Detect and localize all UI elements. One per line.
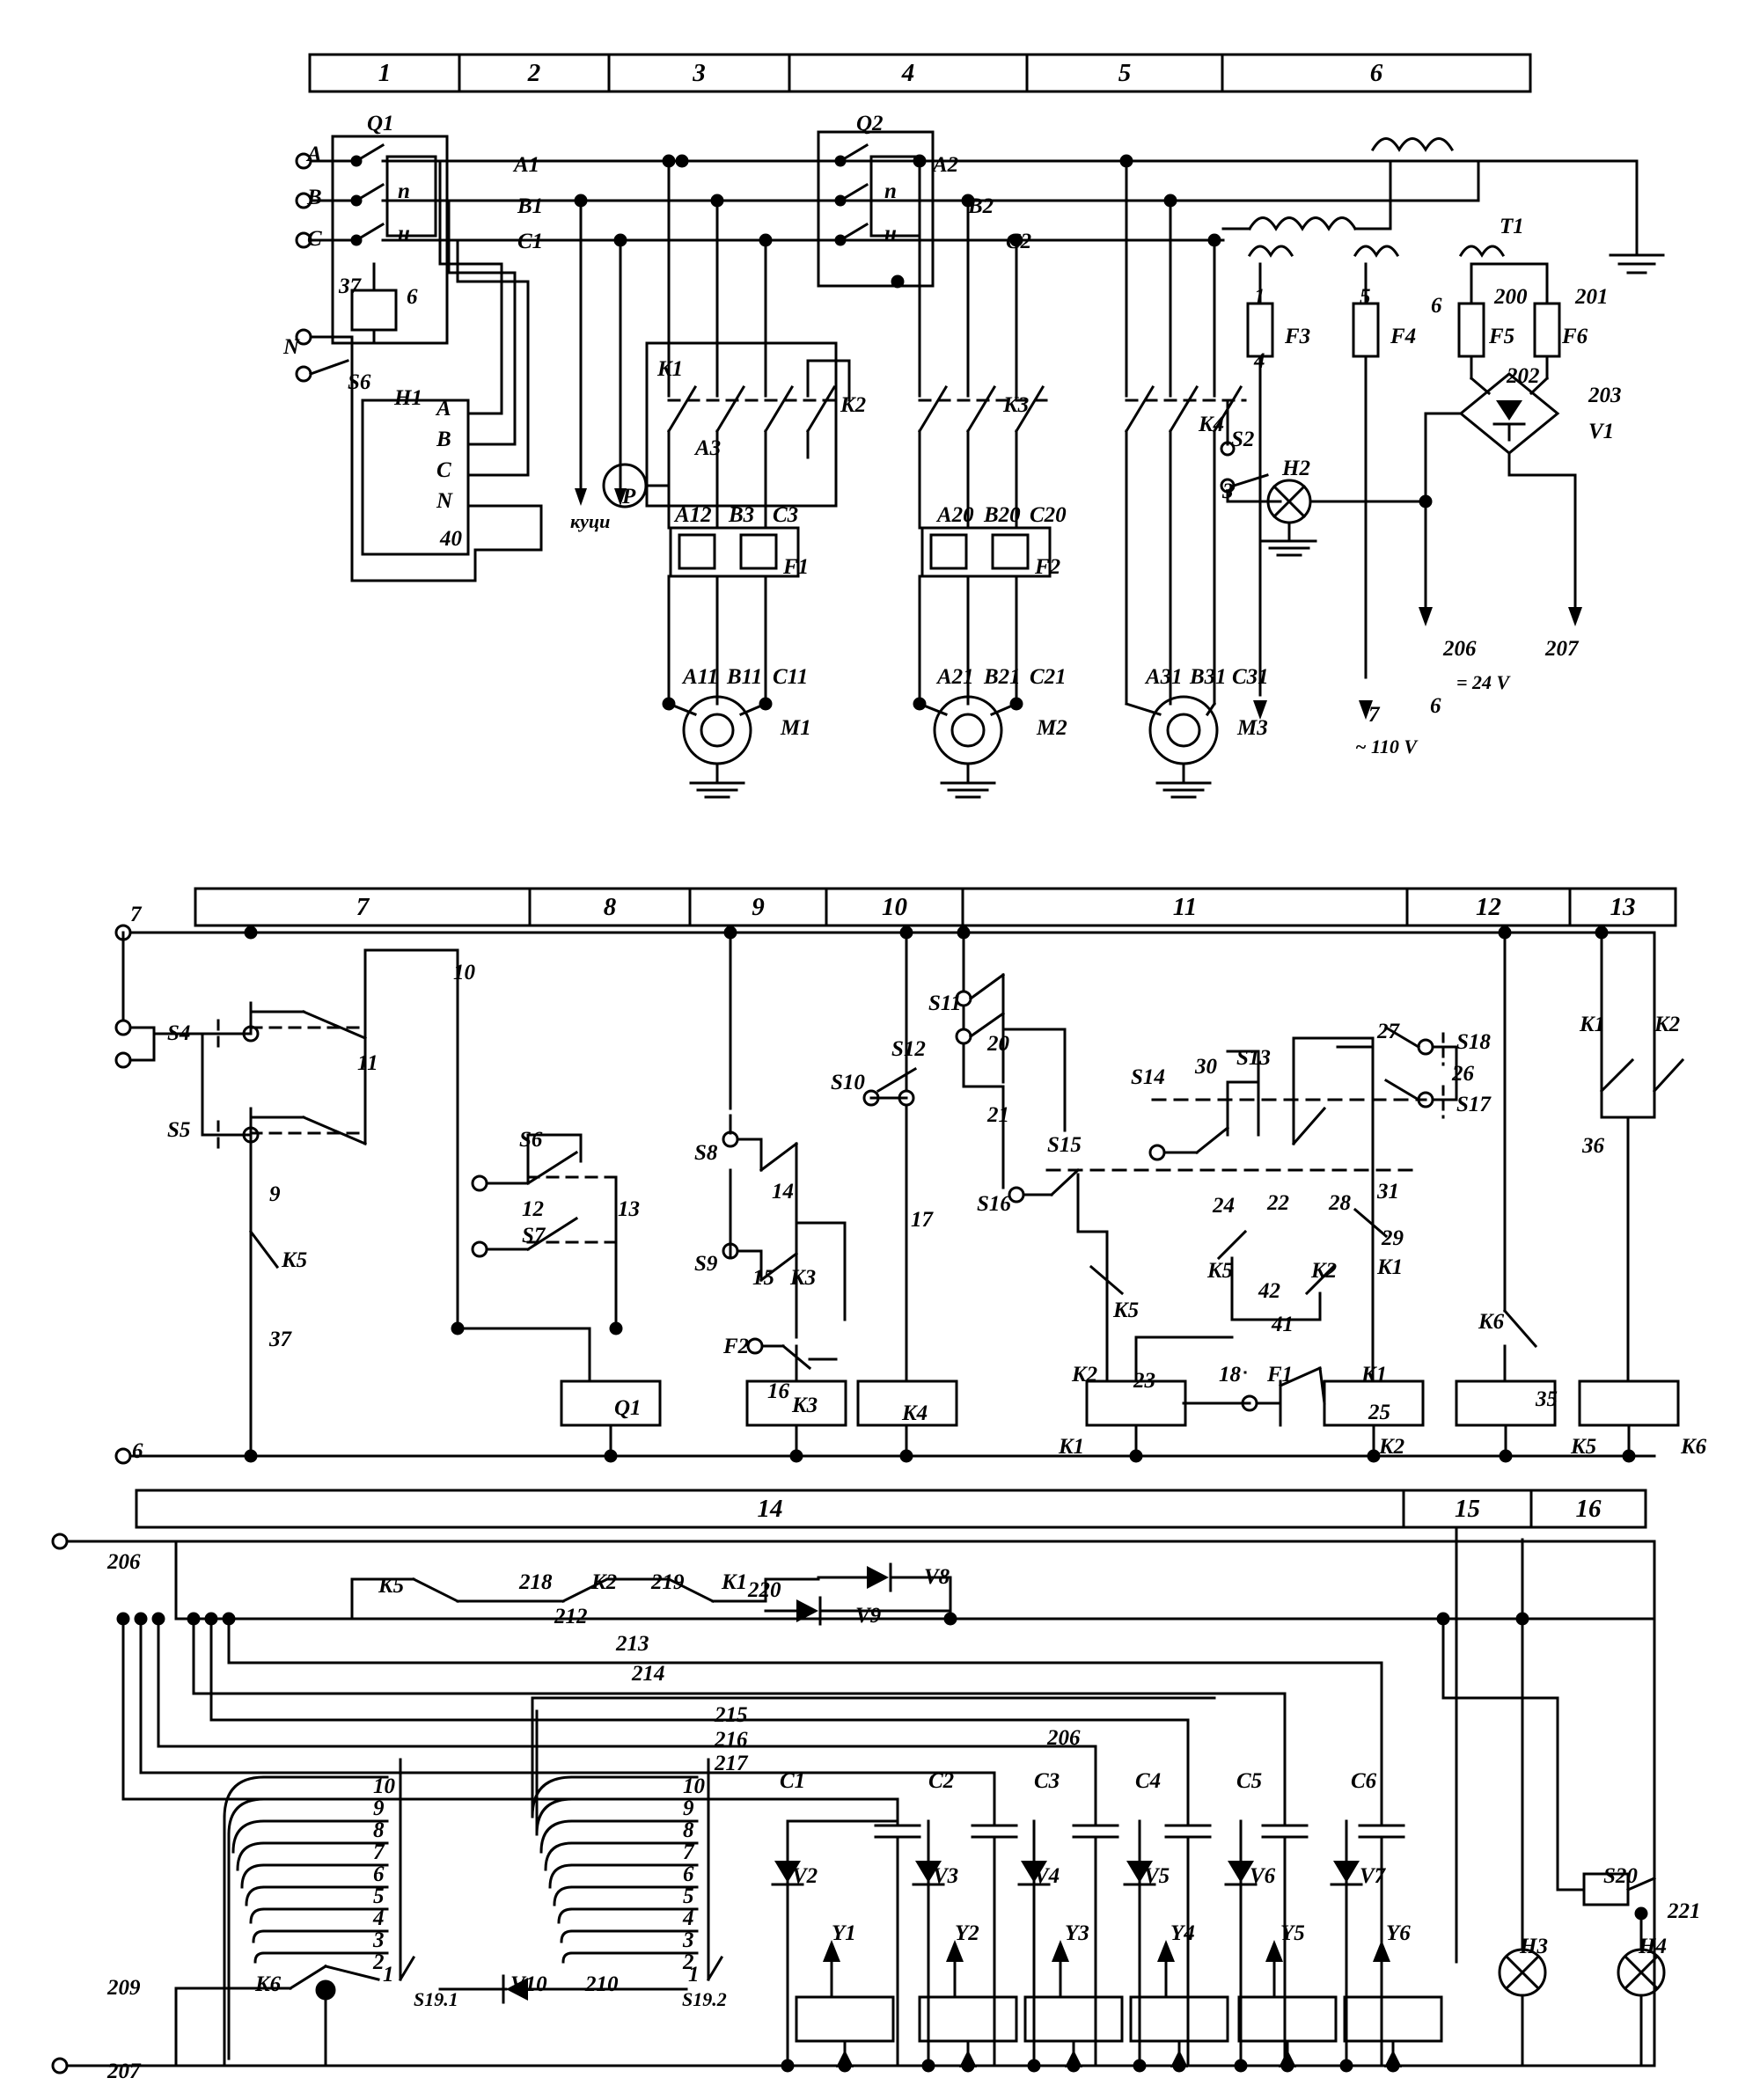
label-S19.1-low-41: S19.1 — [414, 1988, 458, 2010]
label-212-low-7: 212 — [554, 1605, 588, 1628]
label-13-control-11: 13 — [618, 1197, 640, 1221]
label-N-power-24: N — [436, 489, 453, 513]
label-A11-power-63: A11 — [683, 665, 719, 689]
label-24-control-35: 24 — [1213, 1194, 1235, 1218]
column-header-control-10-3: 10 — [882, 893, 907, 921]
label-214-low-11: 214 — [632, 1662, 665, 1686]
column-header-control-7-0: 7 — [356, 893, 370, 921]
label-A3-power-31: A3 — [695, 436, 722, 460]
label-K4-control-62: K4 — [902, 1401, 928, 1425]
label-K5-control-41: K5 — [1207, 1259, 1234, 1283]
label-8-low-49: 8 — [373, 1818, 385, 1842]
label-M1-power-66: M1 — [781, 716, 811, 740]
label-K5-control-45: K5 — [1113, 1299, 1140, 1322]
column-header-low-15-1: 15 — [1455, 1495, 1480, 1523]
label-F3-power-45: F3 — [1285, 325, 1311, 348]
label-K3-power-29: K3 — [1003, 393, 1030, 417]
label-6-power-10: 6 — [407, 285, 418, 309]
label-V2-low-22: V2 — [792, 1864, 818, 1888]
label-206-power-57: 206 — [1443, 637, 1477, 661]
label-V1-power-56: V1 — [1588, 420, 1615, 443]
column-header-power-5-4: 5 — [1118, 59, 1132, 87]
label-217-low-14: 217 — [715, 1752, 748, 1775]
label-9-low-48: 9 — [373, 1796, 385, 1820]
label-K2-low-3: K2 — [591, 1570, 618, 1594]
label-B2-power-15: B2 — [968, 194, 994, 218]
label-9-control-4: 9 — [269, 1182, 281, 1206]
label-6-power-61: 6 — [1430, 694, 1441, 718]
label-207-power-58: 207 — [1545, 637, 1579, 661]
label-S18-control-32: S18 — [1456, 1030, 1491, 1054]
label-31-control-38: 31 — [1377, 1180, 1399, 1204]
label-V3-low-23: V3 — [933, 1864, 959, 1888]
label-218-low-2: 218 — [519, 1570, 553, 1594]
label-22-control-36: 22 — [1267, 1191, 1289, 1215]
label-K6-control-54: K6 — [1478, 1310, 1505, 1334]
label-F4-power-48: F4 — [1390, 325, 1417, 348]
column-header-control-9-2: 9 — [752, 893, 765, 921]
label-7-control-0: 7 — [130, 903, 142, 926]
label-110V-power-62: ~ 110 V — [1355, 735, 1417, 757]
label-H4-low-37: H4 — [1639, 1935, 1667, 1958]
label-S17-control-34: S17 — [1456, 1093, 1491, 1116]
label-C2-power-16: C2 — [1006, 230, 1032, 253]
label-Q1-power-0: Q1 — [367, 112, 394, 135]
label-V10-low-42: V10 — [510, 1972, 547, 1996]
label-P-power-32: P — [622, 485, 636, 509]
label-Y2-low-29: Y2 — [955, 1921, 979, 1945]
label-A-power-2: A — [307, 143, 322, 166]
label-V8-low-8: V8 — [924, 1565, 950, 1589]
label--power-26: куци — [570, 510, 611, 532]
label-6-low-51: 6 — [373, 1862, 385, 1886]
label-206-low-15: 206 — [1047, 1726, 1081, 1750]
label-C1-power-13: C1 — [517, 230, 544, 253]
label-S11-control-22: S11 — [928, 991, 962, 1015]
label-B1-power-12: B1 — [517, 194, 544, 218]
label-213-low-10: 213 — [616, 1632, 649, 1656]
label-216-low-13: 216 — [715, 1728, 748, 1752]
label-28-control-37: 28 — [1329, 1191, 1351, 1215]
label-T1-power-17: T1 — [1500, 215, 1524, 238]
label-Y4-low-31: Y4 — [1170, 1921, 1195, 1945]
label-H1-power-20: H1 — [394, 386, 422, 410]
label-V5-low-25: V5 — [1144, 1864, 1170, 1888]
label-C4-low-19: C4 — [1135, 1769, 1162, 1793]
label-S15-control-26: S15 — [1047, 1133, 1082, 1157]
label-N-power-18: N — [283, 335, 300, 359]
label-F1-control-49: F1 — [1267, 1363, 1294, 1387]
label-K1-control-40: K1 — [1377, 1255, 1404, 1279]
label-Y1-low-28: Y1 — [832, 1921, 856, 1945]
column-header-power-1-0: 1 — [378, 59, 392, 87]
label-21-control-25: 21 — [987, 1103, 1009, 1127]
label-3-low-63: 3 — [683, 1928, 694, 1952]
label-C31-power-73: C31 — [1232, 665, 1269, 689]
label-5-low-52: 5 — [373, 1884, 385, 1908]
label-9-low-57: 9 — [683, 1796, 694, 1820]
label-K2-control-43: K2 — [1311, 1259, 1338, 1283]
label-F2-control-17: F2 — [723, 1335, 750, 1358]
label-29-control-39: 29 — [1382, 1226, 1404, 1250]
label-C20-power-39: C20 — [1030, 503, 1067, 527]
column-header-control-8-1: 8 — [603, 893, 617, 921]
label-6-low-60: 6 — [683, 1862, 694, 1886]
label-2-low-64: 2 — [683, 1950, 694, 1974]
label-6-power-49: 6 — [1431, 294, 1442, 318]
label-C21-power-69: C21 — [1030, 665, 1067, 689]
label-12-control-9: 12 — [522, 1197, 544, 1221]
label-K2-control-46: K2 — [1072, 1363, 1098, 1387]
label-14-control-14: 14 — [772, 1180, 794, 1204]
label-B31-power-72: B31 — [1190, 665, 1227, 689]
label-219-low-4: 219 — [651, 1570, 685, 1594]
label-C-power-4: C — [307, 227, 322, 251]
label-2-low-55: 2 — [373, 1950, 385, 1974]
label-F2-power-40: F2 — [1035, 555, 1061, 579]
label-A12-power-33: A12 — [675, 503, 712, 527]
label-Q2-power-1: Q2 — [856, 112, 884, 135]
label-S12-control-23: S12 — [891, 1037, 926, 1061]
label-203-power-55: 203 — [1588, 384, 1622, 407]
label-B-power-3: B — [307, 186, 322, 209]
label-220-low-6: 220 — [748, 1578, 781, 1602]
column-header-low-14-0: 14 — [757, 1495, 783, 1523]
label-35-control-55: 35 — [1536, 1387, 1558, 1411]
label-209-low-38: 209 — [107, 1976, 141, 2000]
column-header-control-12-5: 12 — [1476, 893, 1501, 921]
label-10-low-56: 10 — [683, 1774, 705, 1798]
label-H3-low-36: H3 — [1520, 1935, 1548, 1958]
label-C3-power-35: C3 — [773, 503, 799, 527]
label-17-control-21: 17 — [911, 1208, 933, 1232]
label-3-power-43: 3 — [1222, 479, 1234, 503]
label-V4-low-24: V4 — [1034, 1864, 1060, 1888]
label-B3-power-34: B3 — [729, 503, 755, 527]
label-20-control-24: 20 — [987, 1032, 1009, 1056]
label-4-power-46: 4 — [1254, 349, 1265, 373]
label-1-low-40: 1 — [383, 1963, 394, 1987]
label-A21-power-67: A21 — [937, 665, 974, 689]
label-S14-control-28: S14 — [1131, 1065, 1165, 1089]
label-Y6-low-33: Y6 — [1386, 1921, 1411, 1945]
label-F1-power-36: F1 — [783, 555, 810, 579]
label-15-control-15: 15 — [752, 1266, 774, 1290]
label-C1-low-16: C1 — [780, 1769, 806, 1793]
label-7-low-59: 7 — [683, 1840, 694, 1864]
label-S6-control-8: S6 — [519, 1128, 543, 1152]
label-37-control-6: 37 — [269, 1328, 291, 1351]
label-K2-control-53: K2 — [1379, 1435, 1405, 1459]
column-header-power-4-3: 4 — [901, 59, 915, 87]
label-M3-power-74: M3 — [1237, 716, 1268, 740]
label--power-6: н — [398, 222, 410, 245]
label-5-power-47: 5 — [1360, 285, 1371, 309]
label-B11-power-64: B11 — [727, 665, 763, 689]
label-C2-low-17: C2 — [928, 1769, 955, 1793]
label-A31-power-71: A31 — [1146, 665, 1183, 689]
label-M2-power-70: M2 — [1037, 716, 1067, 740]
label-K5-control-5: K5 — [282, 1248, 308, 1272]
label--power-7: п — [884, 179, 897, 203]
column-header-control-11-4: 11 — [1172, 893, 1198, 921]
label-K1-control-52: K1 — [1059, 1435, 1085, 1459]
label-B21-power-68: B21 — [984, 665, 1021, 689]
label-202-power-54: 202 — [1507, 364, 1540, 388]
label-Y3-low-30: Y3 — [1065, 1921, 1089, 1945]
label-S13-control-30: S13 — [1236, 1046, 1271, 1070]
label-11-control-3: 11 — [357, 1051, 378, 1075]
label-K3-control-16: K3 — [790, 1266, 817, 1290]
label-A1-power-11: A1 — [514, 153, 540, 177]
label--power-8: н — [884, 222, 897, 245]
label-K2-control-59: K2 — [1654, 1013, 1681, 1036]
label-S4-control-1: S4 — [167, 1021, 191, 1045]
label-37-power-9: 37 — [339, 274, 361, 298]
label-10-control-7: 10 — [453, 961, 475, 984]
label-Q1-control-61: Q1 — [614, 1396, 642, 1420]
column-header-power-3-2: 3 — [693, 59, 706, 87]
label-K3-control-19: K3 — [792, 1394, 818, 1417]
label-206-low-0: 206 — [107, 1550, 141, 1574]
label-36-control-60: 36 — [1582, 1134, 1604, 1158]
label-C11-power-65: C11 — [773, 665, 809, 689]
label-K1-control-58: K1 — [1580, 1013, 1606, 1036]
label-27-control-31: 27 — [1377, 1020, 1399, 1043]
label-207-low-46: 207 — [107, 2060, 141, 2083]
label-K6-low-39: K6 — [255, 1972, 282, 1996]
label-S8-control-12: S8 — [694, 1141, 718, 1165]
label-A20-power-37: A20 — [937, 503, 974, 527]
label-F6-power-53: F6 — [1562, 325, 1588, 348]
label-S5-control-2: S5 — [167, 1118, 191, 1142]
label-V9-low-9: V9 — [855, 1604, 882, 1628]
label-200-power-50: 200 — [1494, 285, 1528, 309]
label-40-power-25: 40 — [440, 527, 462, 551]
label-K5-control-56: K5 — [1571, 1435, 1597, 1459]
column-header-power-2-1: 2 — [527, 59, 541, 87]
label-221-low-35: 221 — [1668, 1899, 1701, 1923]
label-25-control-51: 25 — [1368, 1401, 1390, 1424]
label-8-low-58: 8 — [683, 1818, 694, 1842]
label-K4-power-30: K4 — [1199, 413, 1225, 436]
label-18-control-48: 18 — [1219, 1363, 1241, 1387]
label-H2-power-42: H2 — [1282, 457, 1310, 480]
label-5-low-61: 5 — [683, 1884, 694, 1908]
label-S19.2-low-45: S19.2 — [682, 1988, 727, 2010]
label-210-low-43: 210 — [585, 1972, 619, 1996]
label-S10-control-20: S10 — [831, 1071, 865, 1094]
label-S9-control-13: S9 — [694, 1252, 718, 1276]
label-A-power-21: A — [436, 397, 451, 421]
label-V6-low-26: V6 — [1250, 1864, 1276, 1888]
label-K1-low-5: K1 — [722, 1570, 748, 1594]
label-K1-control-50: K1 — [1361, 1363, 1388, 1387]
label-V7-low-27: V7 — [1360, 1864, 1386, 1888]
label-K6-control-57: K6 — [1681, 1435, 1707, 1459]
label-B20-power-38: B20 — [984, 503, 1021, 527]
label-24V-power-59: = 24 V — [1456, 671, 1510, 693]
label-4-low-62: 4 — [683, 1906, 694, 1930]
label-215-low-12: 215 — [715, 1703, 748, 1727]
label-S6-power-19: S6 — [348, 370, 371, 394]
label-C3-low-18: C3 — [1034, 1769, 1060, 1793]
label-10-low-47: 10 — [373, 1774, 395, 1798]
label-S7-control-10: S7 — [522, 1224, 546, 1248]
label-4-low-53: 4 — [373, 1906, 385, 1930]
label-42-control-42: 42 — [1258, 1279, 1280, 1303]
label-C5-low-20: C5 — [1236, 1769, 1263, 1793]
label-6-control-63: 6 — [132, 1439, 143, 1463]
label-C-power-23: C — [436, 458, 451, 482]
label--power-5: п — [398, 179, 410, 203]
label-41-control-44: 41 — [1272, 1313, 1294, 1336]
label-S20-low-34: S20 — [1603, 1864, 1638, 1888]
label-16-control-18: 16 — [767, 1379, 789, 1403]
label-1-low-44: 1 — [688, 1963, 700, 1987]
label-26-control-33: 26 — [1452, 1062, 1474, 1086]
label-K5-low-1: K5 — [378, 1574, 405, 1598]
label-23-control-47: 23 — [1133, 1369, 1155, 1393]
column-header-power-6-5: 6 — [1369, 59, 1383, 87]
label-7-power-60: 7 — [1368, 703, 1380, 727]
label-C6-low-21: C6 — [1351, 1769, 1377, 1793]
column-header-control-13-6: 13 — [1610, 893, 1636, 921]
label-K2-power-28: K2 — [840, 393, 867, 417]
label-3-low-54: 3 — [373, 1928, 385, 1952]
label-Y5-low-32: Y5 — [1280, 1921, 1305, 1945]
label-S16-control-27: S16 — [977, 1192, 1011, 1216]
label-7-low-50: 7 — [373, 1840, 385, 1864]
label-K1-power-27: K1 — [657, 357, 684, 381]
label-201-power-51: 201 — [1575, 285, 1609, 309]
label-B-power-22: B — [436, 428, 451, 451]
label-A2-power-14: A2 — [933, 153, 959, 177]
label-S2-power-41: S2 — [1231, 428, 1255, 451]
column-header-low-16-2: 16 — [1575, 1495, 1602, 1523]
label-30-control-29: 30 — [1195, 1055, 1217, 1079]
label-F5-power-52: F5 — [1489, 325, 1515, 348]
label-1-power-44: 1 — [1254, 285, 1265, 309]
